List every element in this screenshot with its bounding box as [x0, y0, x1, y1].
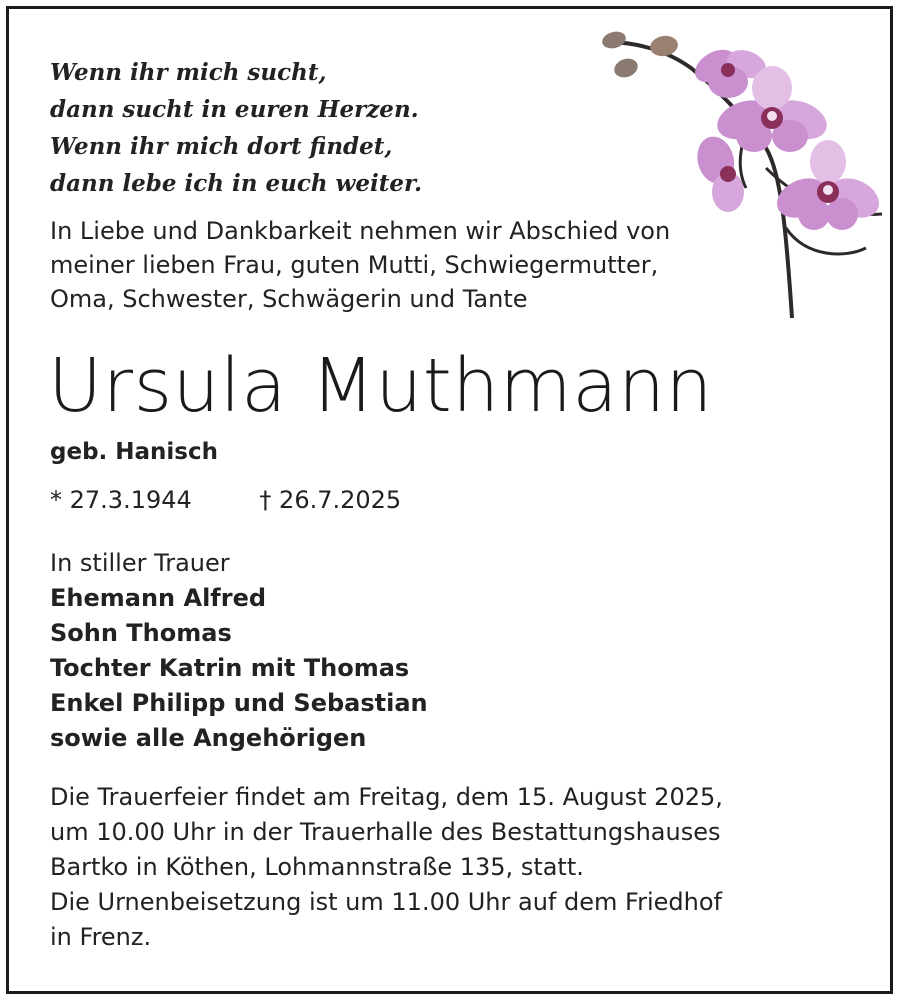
death-date: † 26.7.2025 [259, 486, 402, 514]
mourner-name: Tochter Katrin mit Thomas [50, 654, 410, 682]
farewell-intro [50, 214, 670, 316]
poem [50, 54, 422, 202]
intro-line: In Liebe und Dankbarkeit nehmen wir Abschied von [50, 217, 671, 245]
mourner-name: Ehemann Alfred [50, 584, 267, 612]
poem-line: Wenn ihr mich dort findet, [50, 133, 393, 160]
maiden-name: geb. Hanisch [50, 439, 218, 465]
mourner-name: Enkel Philipp und Sebastian [50, 689, 428, 717]
mourning-title: In stiller Trauer [50, 549, 230, 577]
intro-line: meiner lieben Frau, guten Mutti, Schwiegermutter, [50, 251, 659, 279]
ceremony-line: Die Urnenbeisetzung ist um 11.00 Uhr auf dem Friedhof [50, 888, 722, 916]
mourners-list [50, 546, 428, 756]
deceased-name: Ursula Muthmann [48, 343, 713, 429]
ceremony-details [50, 780, 723, 955]
mourner-name: Sohn Thomas [50, 619, 232, 647]
poem-line: dann sucht in euren Herzen. [50, 96, 419, 123]
life-dates [50, 484, 401, 516]
poem-line: Wenn ihr mich sucht, [50, 59, 327, 86]
ceremony-line: in Frenz. [50, 923, 152, 951]
mourner-name: sowie alle Angehörigen [50, 724, 367, 752]
poem-line: dann lebe ich in euch weiter. [50, 170, 422, 197]
ceremony-line: Bartko in Köthen, Lohmannstraße 135, statt. [50, 853, 584, 881]
ceremony-line: Die Trauerfeier findet am Freitag, dem 15. August 2025, [50, 783, 723, 811]
ceremony-line: um 10.00 Uhr in der Trauerhalle des Bestattungshauses [50, 818, 721, 846]
intro-line: Oma, Schwester, Schwägerin und Tante [50, 285, 528, 313]
birth-date: * 27.3.1944 [50, 486, 192, 514]
